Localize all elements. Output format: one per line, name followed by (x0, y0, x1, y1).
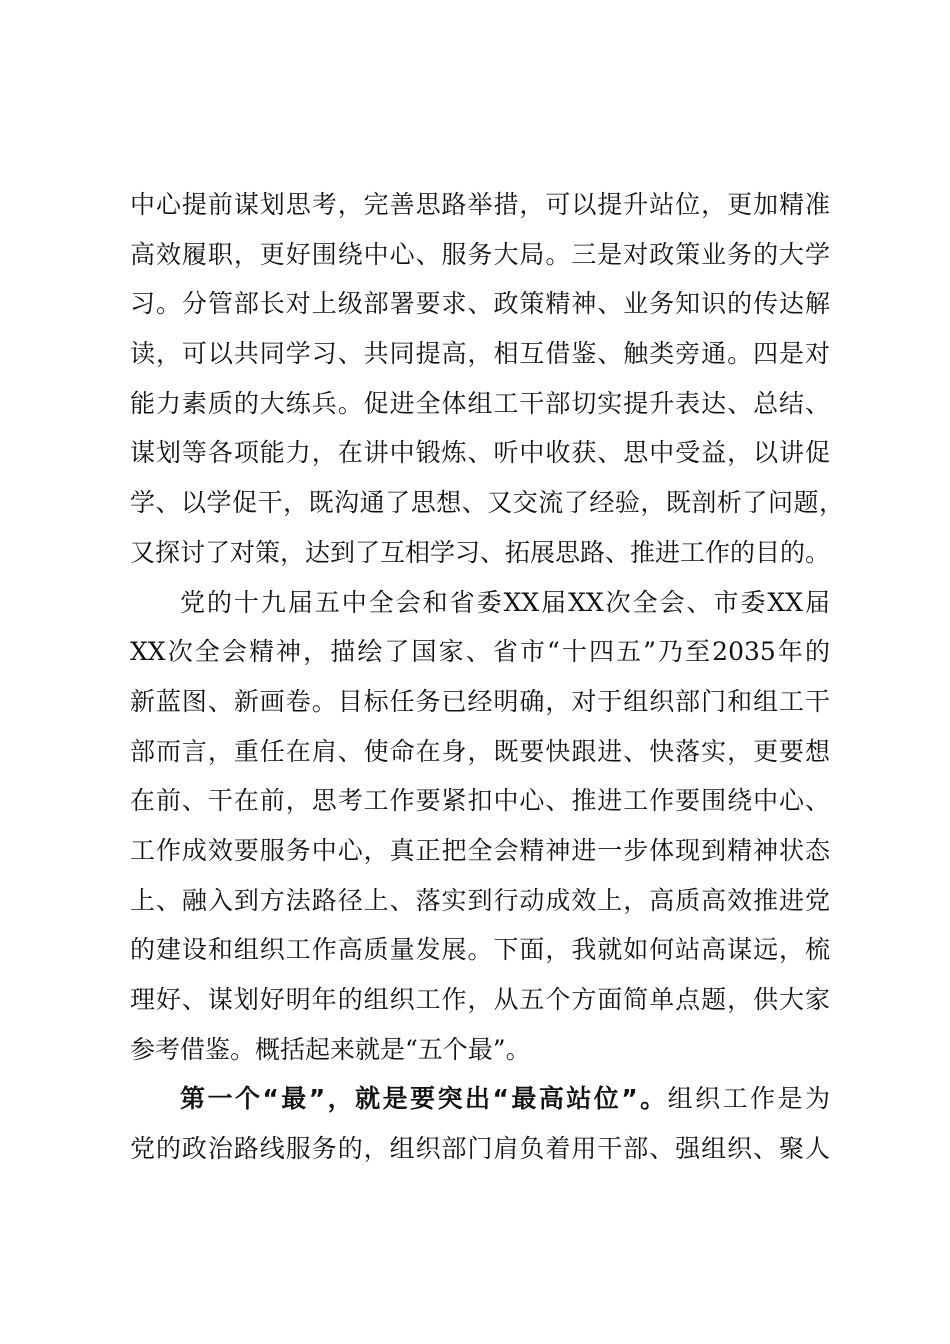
body-text (130, 180, 844, 1174)
text-line: 上、融入到方法路径上、落实到行动成效上，高质高效推进党 (130, 885, 830, 915)
text-line: 部而言，重任在肩、使命在身，既要快跟进、快落实，更要想 (130, 736, 830, 766)
text-line: 新蓝图、新画卷。目标任务已经明确，对于组织部门和组工干 (130, 686, 830, 716)
text-line: XX次全会精神，描绘了国家、省市“十四五”乃至2035年的 (130, 637, 830, 667)
text-line: 理好、谋划好明年的组织工作，从五个方面简单点题，供大家 (130, 985, 830, 1014)
text-line: 的建设和组织工作高质量发展。下面，我就如何站高谋远，梳 (130, 935, 830, 965)
text-line: 党的政治路线服务的，组织部门肩负着用干部、强组织、聚人 (130, 1134, 830, 1164)
text-line: 能力素质的大练兵。促进全体组工干部切实提升表达、总结、 (130, 388, 830, 418)
text-line: 读，可以共同学习、共同提高，相互借鉴、触类旁通。四是对 (130, 339, 830, 369)
text-line: 谋划等各项能力，在讲中锻炼、听中收获、思中受益，以讲促 (130, 438, 830, 468)
text-line: 参考借鉴。概括起来就是“五个最”。 (130, 1034, 531, 1064)
text-line: 学、以学促干，既沟通了思想、又交流了经验，既剖析了问题， (130, 488, 844, 518)
text-line: 高效履职，更好围绕中心、服务大局。三是对政策业务的大学 (130, 239, 830, 269)
text-line: 中心提前谋划思考，完善思路举措，可以提升站位，更加精准 (130, 190, 830, 219)
text-line: 习。分管部长对上级部署要求、政策精神、业务知识的传达解 (130, 289, 830, 319)
text-line: 党的十九届五中全会和省委XX届XX次全会、市委XX届 (180, 587, 830, 617)
text-line: 工作成效要服务中心，真正把全会精神进一步体现到精神状态 (130, 835, 830, 865)
section-heading: 第一个“最”，就是要突出“最高站位”。 (180, 1084, 668, 1114)
text-line: 又探讨了对策，达到了互相学习、拓展思路、推进工作的目的。 (130, 537, 831, 567)
text-run: 组织工作是为 (667, 1084, 830, 1114)
text-line (130, 1074, 830, 1124)
text-line: 在前、干在前，思考工作要紧扣中心、推进工作要围绕中心、 (130, 786, 830, 816)
